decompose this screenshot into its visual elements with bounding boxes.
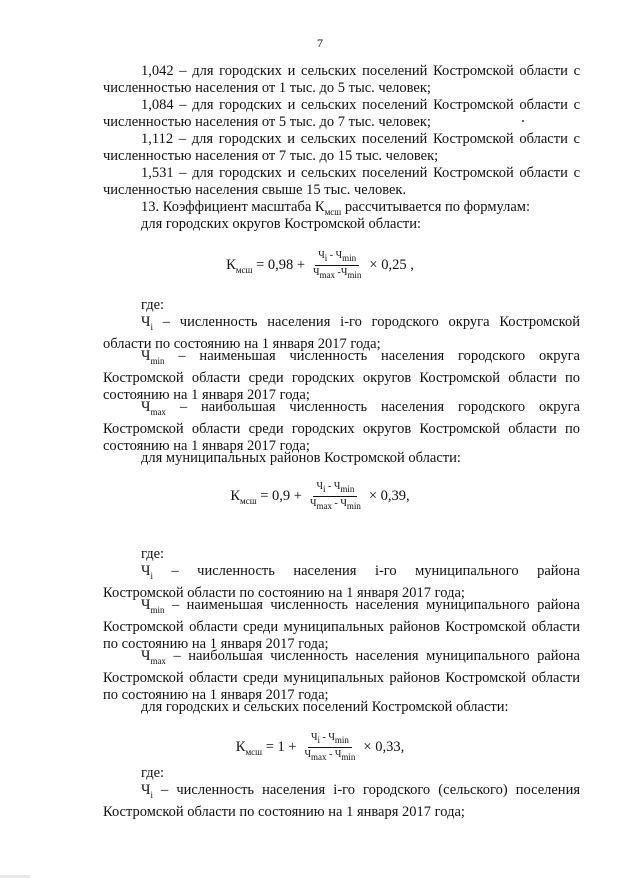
mr-def-max: $Ч_{max}$ – наибольшая численность населения муниципального района Костромской области среди муниципальных районов Костромской области по состоянию на 1 января 2017 года;	[103, 648, 580, 703]
subscript: мсш	[324, 206, 342, 217]
mr-def-i: $Ч_i$ – численность населения i-го муниципального района Костромской области по состоянию на 1 января 2017 года;	[103, 563, 580, 601]
page-number: 7	[317, 36, 323, 50]
text-line: 1,112 – для городских и сельских поселений Костромской области с	[141, 131, 580, 147]
intro-municipal-districts	[103, 450, 580, 467]
fraction: $\frac{Ч_i - Ч_{min}}{Ч_{max} - Ч_{min}}$	[304, 732, 356, 762]
text-line: где:	[141, 765, 165, 781]
text-line: 1,042 – для городских и сельских поселений Костромской области с	[141, 63, 580, 79]
text-line: численностью населения свыше 15 тыс. человек.	[103, 182, 407, 198]
gsp-def-i: $Ч_i$ – численность населения i-го городского (сельского) поселения Костромской области по состоянию на 1 января 2017 года;	[103, 782, 580, 820]
formula-settlements: $К_{мсш} = 1$ + $\frac{Ч_i - Ч_{min}}{Ч_{max} - Ч_{min}}$ × 0,33,	[235, 732, 405, 762]
where-label-2	[103, 546, 580, 563]
go-def-max: $Ч_{max}$ – наибольшая численность населения городского округа Костромской области среди городских округов Костромской области по состоянию на 1 января 2017 года;	[103, 399, 580, 454]
text: 13. Коэффициент масштаба К	[141, 199, 325, 215]
formula-city-districts: $К_{мсш} = 0,98$ + $\frac{Ч_i - Ч_{min}}{Ч_{max} -Ч_{min}}$ × 0,25 ,	[226, 250, 414, 280]
text: рассчитывается по формулам:	[341, 199, 530, 215]
where-label-1	[103, 297, 580, 314]
text-line: для муниципальных районов Костромской области:	[141, 450, 461, 466]
coef-paragraph-4	[103, 165, 580, 199]
coef-paragraph-2	[103, 97, 580, 131]
coef-paragraph-3	[103, 131, 580, 165]
intro-settlements	[103, 699, 580, 716]
text-line: где:	[141, 297, 165, 313]
where-label-3	[103, 765, 580, 782]
go-def-min: $Ч_{min}$ – наименьшая численность населения городского округа Костромской области среди городских округов Костромской области по состоянию на 1 января 2017 года;	[103, 348, 580, 403]
text-line: 1,531 – для городских и сельских поселений Костромской области с	[141, 165, 580, 181]
text-line: где:	[141, 546, 165, 562]
intro-city-districts	[103, 216, 580, 233]
text-line: численностью населения от 7 тыс. до 15 тыс. человек;	[103, 148, 439, 164]
text-line: 1,084 – для городских и сельских поселений Костромской области с	[141, 97, 580, 113]
fraction: $\frac{Ч_i - Ч_{min}}{Ч_{max} -Ч_{min}}$	[313, 250, 362, 280]
text-line: численностью населения от 5 тыс. до 7 тыс. человек;	[103, 114, 431, 130]
text-line: для городских округов Костромской области:	[141, 216, 422, 232]
go-def-i: $Ч_i$ – численность населения i-го городского округа Костромской области по состоянию на 1 января 2017 года;	[103, 314, 580, 352]
text-line: для городских и сельских поселений Костромской области:	[141, 699, 509, 715]
mr-def-min: $Ч_{min}$ – наименьшая численность населения муниципального района Костромской области среди муниципальных районов Костромской области по состоянию на 1 января 2017 года;	[103, 597, 580, 652]
text-line: численностью населения от 1 тыс. до 5 тыс. человек;	[103, 80, 431, 96]
scan-edge	[0, 875, 30, 878]
fraction: $\frac{Ч_i - Ч_{min}}{Ч_{max} - Ч_{min}}$	[309, 481, 361, 511]
coef-paragraph-1	[103, 63, 580, 97]
formula-municipal-districts: $К_{мсш} = 0,9$ + $\frac{Ч_i - Ч_{min}}{Ч_{max} - Ч_{min}}$ × 0,39,	[230, 481, 410, 511]
